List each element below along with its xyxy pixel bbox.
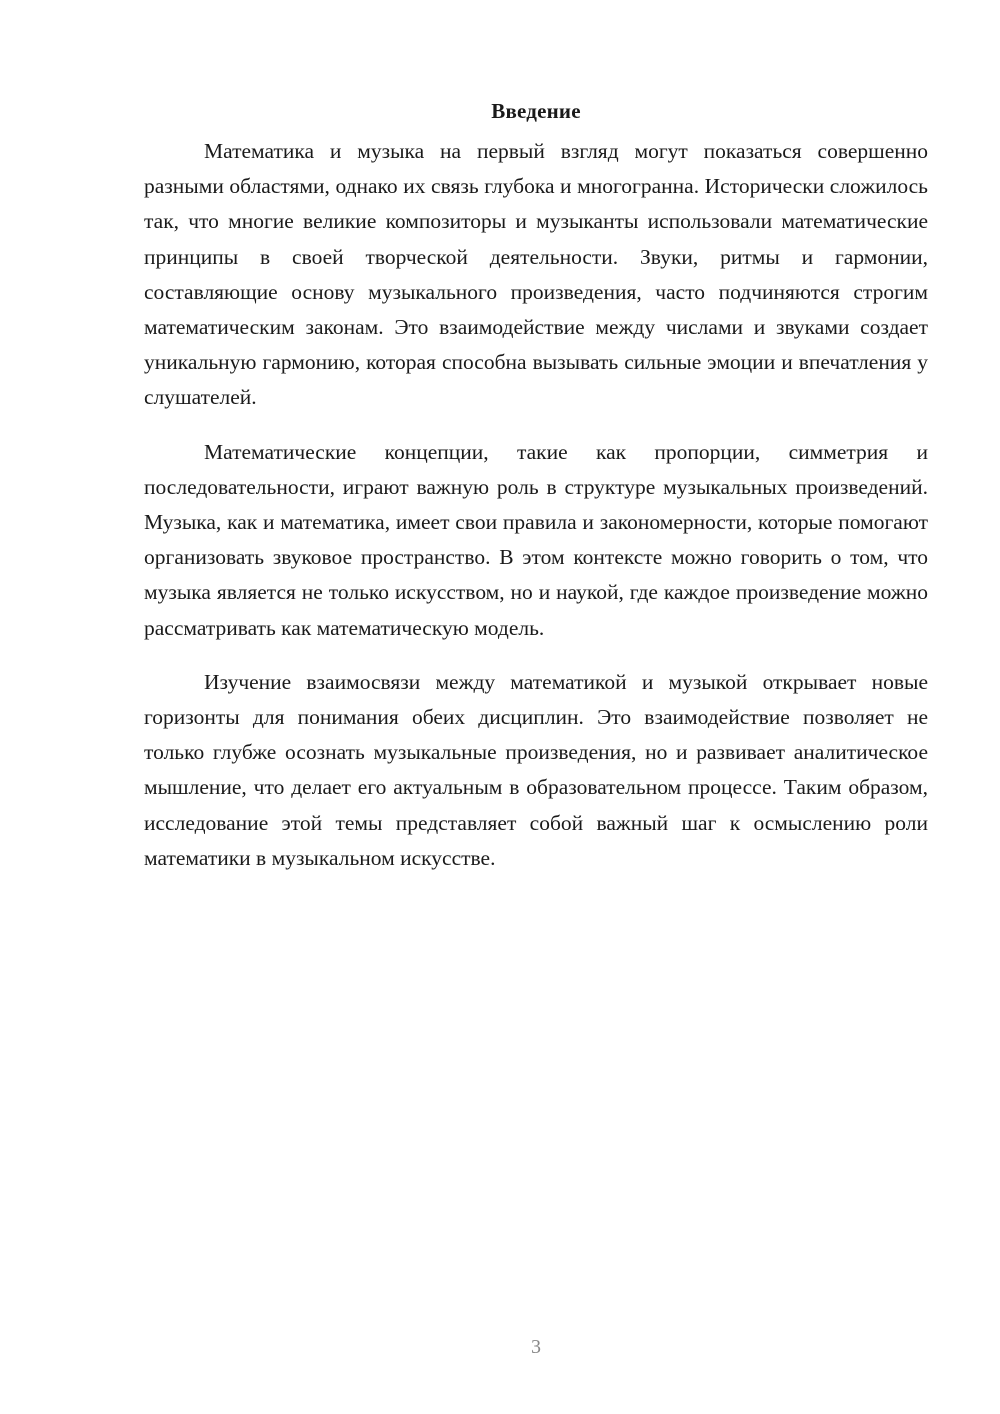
paragraph-2: Математические концепции, такие как пропорции, симметрия и последовательности, играют важную роль в структуре музыкальных произведений. Музыка, как и математика, имеет свои правила и закономерности, которые помогают организовать звуковое пространство. В этом контексте можно говорить о том, что музыка является не только искусством, но и наукой, где каждое произведение можно рассматривать как математическую модель. [144,439,928,640]
page-number: 3 [531,1336,541,1358]
paragraph-3: Изучение взаимосвязи между математикой и музыкой открывает новые горизонты для понимания обеих дисциплин. Это взаимодействие позволяет не только глубже осознать музыкальные произведения, но и развивает аналитическое мышление, что делает его актуальным в образовательном процессе. Таким образом, исследование этой темы представляет собой важный шаг к осмыслению роли математики в музыкальном искусстве. [144,669,928,870]
section-title: Введение [491,99,581,123]
paragraph-1: Математика и музыка на первый взгляд могут показаться совершенно разными областями, однако их связь глубока и многогранна. Исторически сложилось так, что многие великие композиторы и музыканты использовали математические принципы в своей творческой деятельности. Звуки, ритмы и гармонии, составляющие основу музыкального произведения, часто подчиняются строгим математическим законам. Это взаимодействие между числами и звуками создает уникальную гармонию, которая способна вызывать сильные эмоции и впечатления у слушателей. [144,139,928,410]
page-content [144,96,928,895]
